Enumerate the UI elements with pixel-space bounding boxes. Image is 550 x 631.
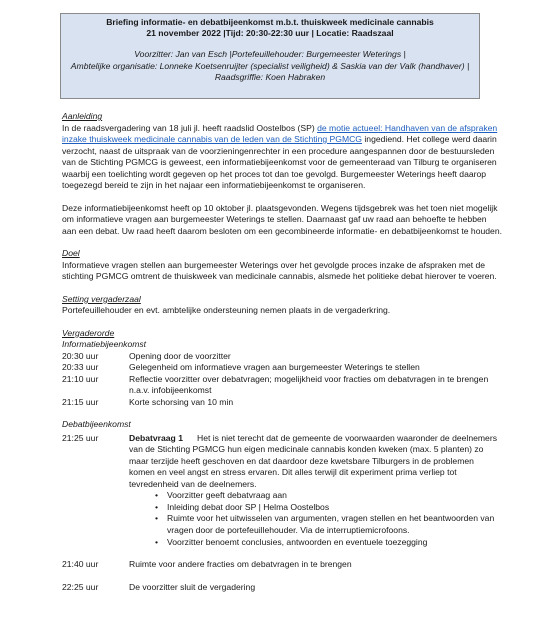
aanleiding-paragraph-1 bbox=[62, 123, 502, 192]
agenda-item bbox=[62, 397, 502, 409]
agenda-time: 21:40 uur bbox=[62, 559, 99, 570]
setting-paragraph: Portefeuillehouder en evt. ambtelijke ondersteuning nemen plaats in de vergaderkring. bbox=[62, 305, 391, 316]
list-item: • Inleiding debat door SP | Helma Oostelbos bbox=[155, 502, 502, 514]
agenda-item bbox=[62, 351, 502, 363]
text-run: Het is niet terecht dat de gemeente de voorwaarden waaronder de deelnemers van de Stichting PGMCG hun eigen medicinale cannabis konden kweken (max. 5 planten) zo maar terzijde heeft geschoven en dat daardoor deze kwetsbare Tilburgers in de problemen komen en veel angst en stress ervaren. Dit alles terwijl dit experiment prima verliep tot tevredenheid van de deelnemers. bbox=[129, 432, 497, 489]
title-line: Briefing informatie- en debatbijeenkomst m.b.t. thuiskweek medicinale cannabis bbox=[106, 17, 434, 27]
subheading-informatiebijeenkomst: Informatiebijeenkomst bbox=[62, 339, 147, 350]
motie-link[interactable]: de motie actueel: Handhaven van de afspraken inzake thuiskweek medicinale cannabis van de leden van de Stichting PGMCG bbox=[62, 122, 498, 145]
debate-question-body bbox=[129, 433, 502, 548]
agenda-text: Reflectie voorzitter over debatvragen; mogelijkheid voor fracties om debatvragen in te brengen n.a.v. infobijeenkomst bbox=[129, 373, 489, 396]
agenda-time: 21:15 uur bbox=[62, 396, 99, 407]
agenda-time: 20:30 uur bbox=[62, 350, 99, 361]
text-run: In de raadsvergadering van 18 juli jl. heeft raadslid Oostelbos (SP) bbox=[62, 122, 318, 133]
clerk-line: Raadsgriffie: Koen Habraken bbox=[214, 72, 326, 83]
debate-question-label: Debatvraag 1 bbox=[129, 432, 183, 443]
agenda-text: De voorzitter sluit de vergadering bbox=[129, 581, 256, 592]
briefing-title bbox=[67, 17, 473, 40]
agenda-time: 22:25 uur bbox=[62, 581, 99, 592]
section-heading-vergaderorde: Vergaderorde bbox=[62, 327, 115, 338]
list-item: • Voorzitter geeft debatvraag aan bbox=[155, 490, 502, 502]
agenda-text: Korte schorsing van 10 min bbox=[129, 396, 234, 407]
section-heading-doel: Doel bbox=[62, 248, 80, 259]
date-time-location: 21 november 2022 |Tijd: 20:30-22:30 uur | Locatie: Raadszaal bbox=[146, 28, 394, 39]
agenda-time: 21:10 uur bbox=[62, 373, 99, 384]
document-body bbox=[62, 111, 502, 593]
agenda-item bbox=[62, 374, 502, 397]
participants-block bbox=[67, 49, 473, 85]
subheading-debatbijeenkomst: Debatbijeenkomst bbox=[62, 419, 131, 430]
section-heading-aanleiding: Aanleiding bbox=[62, 111, 103, 121]
agenda-item bbox=[62, 362, 502, 374]
debate-question-item bbox=[62, 433, 502, 548]
debate-steps-list bbox=[129, 490, 502, 548]
section-heading-setting: Setting vergaderzaal bbox=[62, 293, 141, 304]
agenda-text: Ruimte voor andere fracties om debatvragen in te brengen bbox=[129, 559, 352, 570]
doel-paragraph: Informatieve vragen stellen aan burgemeester Weterings over het gevolgde proces inzake de afspraken met de stichting PGMCG omtrent de thuiskweek van medicinale cannabis, alsmede het politieke debat hierover te voeren. bbox=[62, 259, 497, 282]
text-run: ingediend. Het college werd daarin verzocht, naast de uitspraak van de voorzieningenrechter in een procedure aangespannen door de bestuursleden van de Stichting PGMCG is geweest, een informatiebijeenkomst voor de gemeenteraad van Tilburg te organiseren waarbij een toelichting wordt gegeven op het proces tot dan toe gevolgd. Burgemeester Weterings heeft daarop toegezegd bereid te zijn in het najaar een informatiebijeenkomst te organiseren. bbox=[62, 134, 497, 191]
agenda-item bbox=[62, 559, 502, 571]
chair-portfolio-line: Voorzitter: Jan van Esch |Portefeuillehouder: Burgemeester Weterings | bbox=[134, 48, 406, 59]
agenda-time: 21:25 uur bbox=[62, 432, 99, 443]
debate-question-text bbox=[129, 433, 502, 491]
aanleiding-paragraph-2: Deze informatiebijeenkomst heeft op 10 oktober jl. plaatsgevonden. Wegens tijdsgebrek was het toen niet mogelijk om informatieve vragen aan burgemeester Weterings te stellen. Daarnaast gaf uw raad aan behoefte te hebben aan een debat. Uw raad heeft daarom besloten om een gecombineerde informatie- en debatbijeenkomst te houden. bbox=[62, 202, 503, 236]
officials-line: Ambtelijke organisatie: Lonneke Koetsenruijter (specialist veiligheid) & Saskia van der Valk (handhaver) | bbox=[70, 60, 470, 71]
list-item: • Ruimte voor het uitwisselen van argumenten, vragen stellen en het beantwoorden van vragen door de portefeuillehouder. Via de interruptiemicrofoons. bbox=[155, 513, 502, 536]
briefing-header-box bbox=[60, 13, 480, 99]
agenda-text: Opening door de voorzitter bbox=[129, 350, 231, 361]
agenda-text: Gelegenheid om informatieve vragen aan burgemeester Weterings te stellen bbox=[129, 362, 420, 373]
list-item: • Voorzitter benoemt conclusies, antwoorden en eventuele toezegging bbox=[155, 537, 502, 549]
agenda-time: 20:33 uur bbox=[62, 362, 99, 373]
agenda-item bbox=[62, 582, 502, 594]
agenda-info-list bbox=[62, 351, 502, 409]
